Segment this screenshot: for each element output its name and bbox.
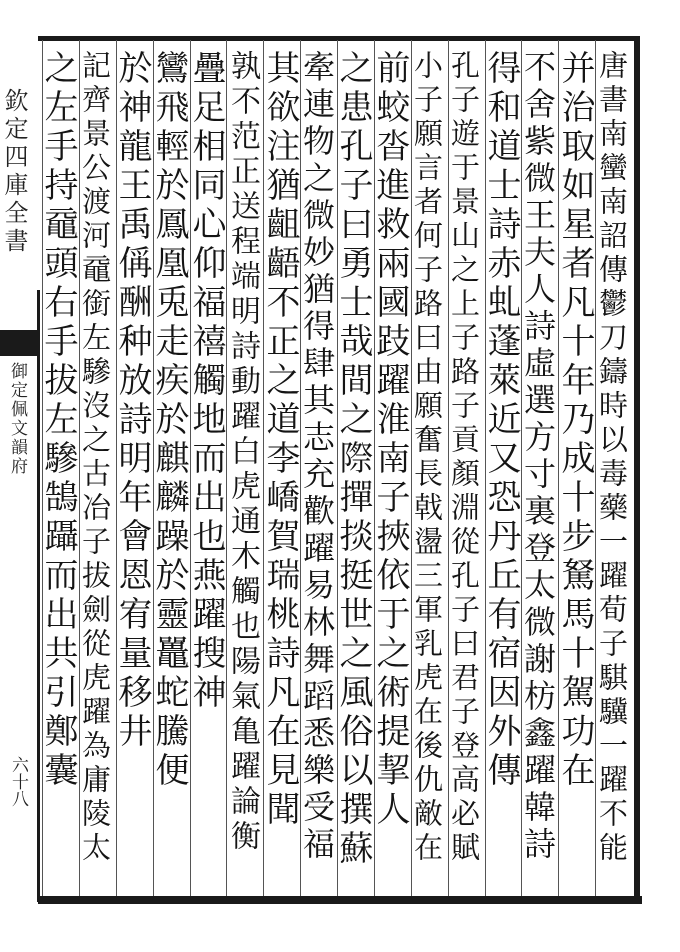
text-column: 於神龍王禹偁酬种放詩明年會恩宥量移井 [112, 50, 152, 752]
text-column: 之左手持黿頭右手拔左驂鵠躡而出共引鄭囊 [38, 50, 78, 791]
binding-margin [0, 40, 38, 900]
text-column: 孰不范正送程端明詩動躍白虎通木觸也陽氣亀躍論衡 [225, 50, 260, 855]
text-column: 不舍紫微王夫人詩虛選方寸裏登太微謝枋鑫躍韓詩 [519, 50, 557, 864]
text-column: 前蛟沓進救兩國跂躍淮南子挾依于之術提挈人 [370, 50, 410, 830]
text-column: 并治取如星者凡十年乃成十步駑馬十駕功在 [555, 50, 595, 791]
text-column: 唐書南蠻南詔傳鬱刀鑄時以毒藥一躍荀子騏驥一躍不能 [595, 50, 629, 866]
text-column: 疊足相同心仰福禧觸地而出也燕躍搜神 [186, 50, 226, 713]
frame-top-border [38, 36, 638, 41]
text-column: 記齊景公渡河黿銜左驂沒之古冶子拔劍從虎躍為庸陵太 [78, 50, 112, 866]
volume-title: 御定佩文韻府 [7, 362, 27, 476]
margin-black-mark [0, 330, 38, 356]
text-column: 得和道士詩赤虬蓬萊近又恐丹丘有宿因外傳 [481, 50, 521, 791]
text-column: 小子願言者何子路曰由願奮長戟盪三軍乳虎在後仇敵在 [410, 50, 444, 866]
text-column: 孔子遊于景山之上子路子貢顏淵從孔子曰君子登高必賦 [447, 50, 481, 866]
text-column: 鸞飛輕於鳳凰兎走疾於麒麟躁於靈鼉蛇騰便 [149, 50, 189, 791]
text-column: 牽連物之微妙猶得肆其志充歡躍易林舞蹈悉樂受福 [298, 50, 336, 864]
page-number: 六十八 [8, 756, 28, 807]
text-column: 之患孔子曰勇士哉間之際撣掞挺世之風俗以撰蘇 [333, 50, 373, 869]
text-column: 其欲注猶齟齬不正之道李嶠賀瑞桃詩凡在見聞 [260, 50, 300, 830]
book-title: 欽定四庫全書 [0, 88, 28, 256]
frame-bottom-border [38, 896, 642, 904]
frame-right-border [634, 36, 640, 902]
